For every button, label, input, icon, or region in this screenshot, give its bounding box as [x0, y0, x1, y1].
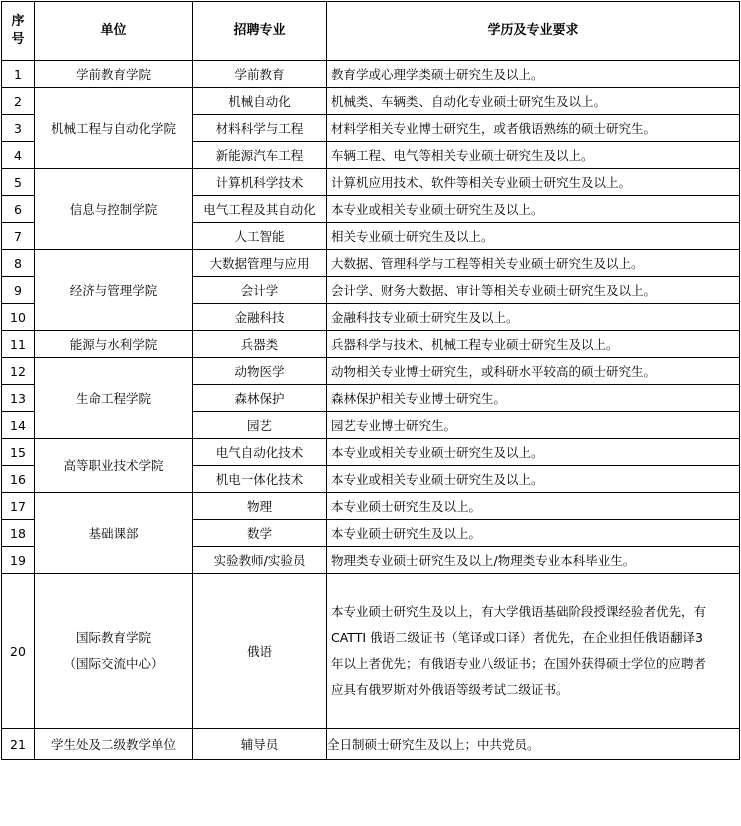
row-number: 4: [2, 142, 35, 169]
requirement-cell: 大数据、管理科学与工程等相关专业硕士研究生及以上。: [327, 250, 740, 277]
requirement-cell: 相关专业硕士研究生及以上。: [327, 223, 740, 250]
requirement-cell: 兵器科学与技术、机械工程专业硕士研究生及以上。: [327, 331, 740, 358]
major-cell: 学前教育: [193, 61, 327, 88]
table-row: [2, 88, 740, 115]
header-requirements: 学历及专业要求: [327, 2, 740, 61]
requirement-line: CATTI 俄语二级证书（笔译或口译）者优先，在企业担任俄语翻译3: [331, 629, 703, 645]
major-cell: 数学: [193, 520, 327, 547]
major-cell: 园艺: [193, 412, 327, 439]
requirement-cell: 本专业或相关专业硕士研究生及以上。: [327, 196, 740, 223]
row-number: 15: [2, 439, 35, 466]
major-cell: 物理: [193, 493, 327, 520]
table-row: [2, 358, 740, 385]
requirement-line: 年以上者优先；有俄语专业八级证书；在国外获得硕士学位的应聘者: [331, 656, 707, 671]
row-number: 16: [2, 466, 35, 493]
table-row: [2, 729, 740, 760]
row-number: 11: [2, 331, 35, 358]
unit-cell: 经济与管理学院: [35, 250, 193, 331]
major-cell: 动物医学: [193, 358, 327, 385]
requirement-cell: 森林保护相关专业博士研究生。: [327, 385, 740, 412]
row-number: 1: [2, 61, 35, 88]
major-cell: 俄语: [193, 574, 327, 729]
requirement-cell: 动物相关专业博士研究生，或科研水平较高的硕士研究生。: [327, 358, 740, 385]
major-cell: 计算机科学技术: [193, 169, 327, 196]
table-row: [2, 439, 740, 466]
header-seq-line2: 号: [11, 32, 25, 47]
header-row: [2, 2, 740, 61]
row-number: 8: [2, 250, 35, 277]
unit-cell: 生命工程学院: [35, 358, 193, 439]
requirement-cell: 教育学或心理学类硕士研究生及以上。: [327, 61, 740, 88]
table-row: [2, 61, 740, 88]
unit-line: （国际交流中心）: [63, 656, 164, 671]
requirement-cell: 车辆工程、电气等相关专业硕士研究生及以上。: [327, 142, 740, 169]
unit-cell: 能源与水利学院: [35, 331, 193, 358]
requirement-cell: 计算机应用技术、软件等相关专业硕士研究生及以上。: [327, 169, 740, 196]
table-row: [2, 574, 740, 729]
row-number: 13: [2, 385, 35, 412]
row-number: 21: [2, 729, 35, 760]
table-row: [2, 169, 740, 196]
major-cell: 森林保护: [193, 385, 327, 412]
row-number: 12: [2, 358, 35, 385]
unit-cell: 信息与控制学院: [35, 169, 193, 250]
requirement-cell: 材料学相关专业博士研究生，或者俄语熟练的硕士研究生。: [327, 115, 740, 142]
row-number: 14: [2, 412, 35, 439]
requirement-cell: 本专业硕士研究生及以上。: [327, 520, 740, 547]
requirement-cell: 全日制硕士研究生及以上；中共党员。: [327, 729, 740, 760]
recruitment-table: [1, 1, 740, 760]
unit-line: 国际教育学院: [75, 629, 151, 645]
row-number: 20: [2, 574, 35, 729]
requirement-cell: [327, 574, 740, 729]
requirement-cell: 会计学、财务大数据、审计等相关专业硕士研究生及以上。: [327, 277, 740, 304]
requirement-cell: 金融科技专业硕士研究生及以上。: [327, 304, 740, 331]
unit-cell: 基础课部: [35, 493, 193, 574]
major-cell: 兵器类: [193, 331, 327, 358]
row-number: 3: [2, 115, 35, 142]
unit-cell: 学前教育学院: [35, 61, 193, 88]
major-cell: 金融科技: [193, 304, 327, 331]
major-cell: 机械自动化: [193, 88, 327, 115]
major-cell: 大数据管理与应用: [193, 250, 327, 277]
requirement-cell: 园艺专业博士研究生。: [327, 412, 740, 439]
major-cell: 实验教师/实验员: [193, 547, 327, 574]
header-major: 招聘专业: [193, 2, 327, 61]
requirement-line: 本专业硕士研究生及以上，有大学俄语基础阶段授课经验者优先，有: [331, 603, 707, 619]
major-cell: 会计学: [193, 277, 327, 304]
unit-cell: [35, 574, 193, 729]
header-seq: [2, 2, 35, 61]
major-cell: 材料科学与工程: [193, 115, 327, 142]
major-cell: 电气自动化技术: [193, 439, 327, 466]
row-number: 7: [2, 223, 35, 250]
major-cell: 辅导员: [193, 729, 327, 760]
requirement-cell: 物理类专业硕士研究生及以上/物理类专业本科毕业生。: [327, 547, 740, 574]
row-number: 19: [2, 547, 35, 574]
row-number: 10: [2, 304, 35, 331]
major-cell: 机电一体化技术: [193, 466, 327, 493]
major-cell: 人工智能: [193, 223, 327, 250]
requirement-cell: 本专业或相关专业硕士研究生及以上。: [327, 439, 740, 466]
requirement-cell: 本专业硕士研究生及以上。: [327, 493, 740, 520]
unit-cell: 高等职业技术学院: [35, 439, 193, 493]
row-number: 5: [2, 169, 35, 196]
table-row: [2, 331, 740, 358]
requirement-cell: 本专业或相关专业硕士研究生及以上。: [327, 466, 740, 493]
unit-cell: 机械工程与自动化学院: [35, 88, 193, 169]
major-cell: 新能源汽车工程: [193, 142, 327, 169]
row-number: 18: [2, 520, 35, 547]
row-number: 6: [2, 196, 35, 223]
requirement-cell: 机械类、车辆类、自动化专业硕士研究生及以上。: [327, 88, 740, 115]
header-seq-line1: 序: [11, 14, 25, 30]
table-row: [2, 493, 740, 520]
header-unit: 单位: [35, 2, 193, 61]
row-number: 17: [2, 493, 35, 520]
row-number: 9: [2, 277, 35, 304]
major-cell: 电气工程及其自动化: [193, 196, 327, 223]
table-row: [2, 250, 740, 277]
requirement-line: 应具有俄罗斯对外俄语等级考试二级证书。: [331, 682, 569, 698]
unit-cell: 学生处及二级教学单位: [35, 729, 193, 760]
row-number: 2: [2, 88, 35, 115]
